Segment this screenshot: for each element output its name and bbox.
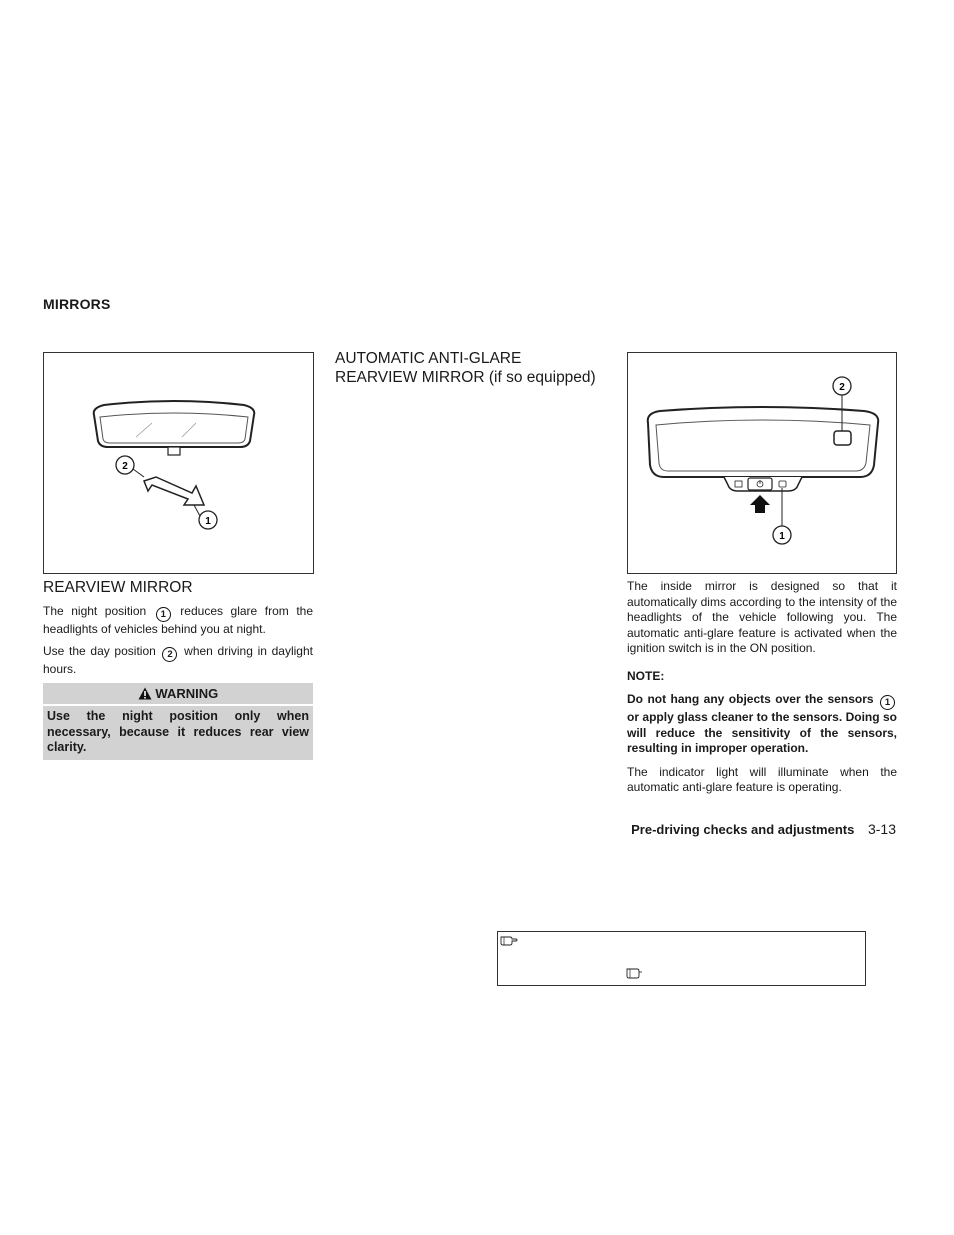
para2-before: Use the day position	[43, 643, 156, 658]
reference-box	[497, 931, 866, 986]
rearview-mirror-figure	[43, 352, 314, 574]
footer-section-name: Pre-driving checks and adjustments	[631, 822, 855, 837]
para1-after: reduces glare from the headlights of vehicles behind you at night.	[43, 604, 314, 636]
rearview-mirror-illustration	[44, 353, 313, 573]
page-footer	[631, 821, 896, 837]
anti-glare-mirror-figure	[627, 352, 897, 574]
note-label: NOTE:	[627, 668, 665, 683]
anti-glare-heading-line2: REARVIEW MIRROR (if so equipped)	[335, 369, 596, 386]
note-before: Do not hang any objects over the sensors	[627, 692, 874, 706]
para1-before: The night position	[43, 604, 147, 618]
warning-text: Use the night position only when necessary, because it reduces rear view clarity.	[43, 706, 313, 760]
rearview-mirror-body	[43, 604, 313, 683]
indicator-paragraph: The indicator light will illuminate when the automatic anti-glare feature is operating.	[627, 764, 897, 794]
para2-after: when driving in daylight hours.	[43, 643, 313, 676]
callout-2: 2	[839, 382, 845, 393]
anti-glare-heading	[335, 349, 615, 387]
callout-1: 1	[205, 516, 211, 527]
marker-1: 1	[156, 607, 171, 622]
marker-1: 1	[880, 695, 895, 710]
anti-glare-heading-line1: AUTOMATIC ANTI-GLARE	[335, 350, 522, 367]
warning-triangle-icon	[138, 686, 156, 701]
callout-1: 1	[779, 531, 785, 542]
anti-glare-body	[627, 579, 897, 802]
pointing-hand-icon	[500, 933, 518, 951]
night-position-paragraph	[43, 604, 313, 638]
callout-2: 2	[122, 461, 128, 472]
anti-glare-intro: The inside mirror is designed so that it automatically dims according to the intensity of the headlights of the vehicle following you. The automatic anti-glare feature is activated when the ignition switch is in the ON position.	[627, 579, 897, 655]
warning-label: WARNING	[155, 686, 219, 701]
hand-icon	[625, 966, 643, 984]
marker-2: 2	[162, 647, 177, 662]
note-after: or apply glass cleaner to the sensors. Doing so will reduce the sensitivity of the sensors, resulting in improper operation.	[627, 710, 897, 755]
rearview-mirror-heading: REARVIEW MIRROR	[43, 579, 193, 596]
note-text	[627, 692, 897, 757]
page-number: 3-13	[867, 821, 896, 837]
section-title: MIRRORS	[43, 296, 111, 312]
day-position-paragraph	[43, 644, 313, 678]
warning-header	[43, 683, 313, 704]
anti-glare-mirror-illustration	[628, 353, 896, 573]
